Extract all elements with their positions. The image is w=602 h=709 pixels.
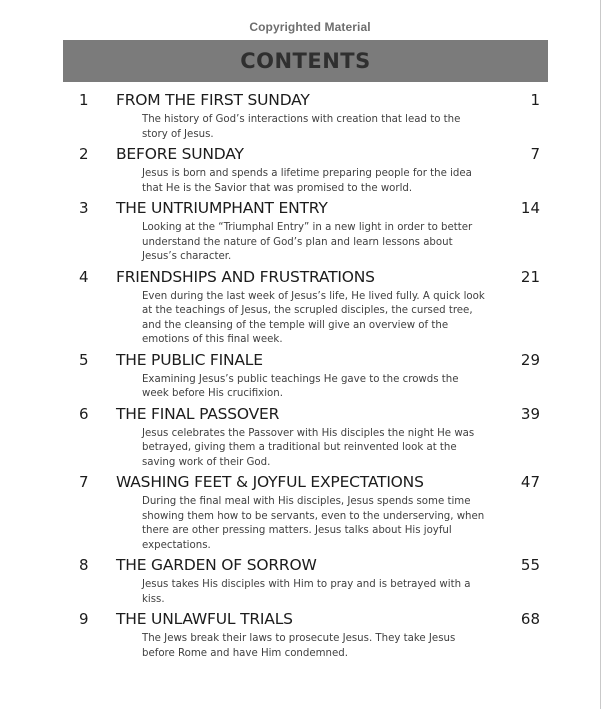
toc-entry[interactable] — [63, 473, 548, 554]
chapter-title[interactable]: WASHING FEET & JOYFUL EXPECTATIONS — [116, 473, 424, 491]
chapter-number: 6 — [79, 404, 89, 423]
page-number: 29 — [520, 350, 540, 369]
page-number: 14 — [520, 199, 540, 217]
chapter-title[interactable]: THE UNLAWFUL TRIALS — [116, 610, 293, 628]
chapter-description: Jesus takes His disciples with Him to pray and is betrayed with a kiss. — [142, 579, 471, 605]
chapter-number: 8 — [79, 556, 89, 574]
toc-entry[interactable] — [63, 268, 548, 349]
chapter-description: Looking at the “Triumphal Entry” in a new light in order to better understand the nature of God’s plan and learn lessons about Jesus’s character. — [142, 222, 473, 262]
chapter-title[interactable]: BEFORE SUNDAY — [116, 145, 244, 163]
toc-entry[interactable] — [63, 199, 548, 266]
chapter-title[interactable]: THE FINAL PASSOVER — [116, 404, 280, 423]
toc-entry[interactable] — [63, 351, 548, 403]
page-number: 21 — [520, 267, 540, 286]
chapter-title[interactable]: THE GARDEN OF SORROW — [116, 556, 317, 574]
table-of-contents — [63, 91, 548, 664]
chapter-title[interactable]: THE PUBLIC FINALE — [116, 350, 263, 369]
chapter-description: The history of God’s interactions with creation that lead to the story of Jesus. — [142, 114, 461, 140]
chapter-number: 4 — [79, 267, 89, 286]
chapter-description: Even during the last week of Jesus’s life, He lived fully. A quick look at the teachings of Jesus, the scrupled disciples, the cursed tree, and the cleansing of the temple will give an overview of the emotions of this final week. — [142, 290, 485, 345]
chapter-title[interactable]: FRIENDSHIPS AND FRUSTRATIONS — [116, 267, 375, 286]
chapter-description: The Jews break their laws to prosecute Jesus. They take Jesus before Rome and have Him condemned. — [142, 633, 456, 659]
page-number: 7 — [530, 145, 540, 163]
chapter-number: 7 — [79, 473, 89, 491]
contents-header-bar — [63, 40, 548, 82]
chapter-description: Jesus celebrates the Passover with His disciples the night He was betrayed, giving them a traditional but reinvented look at the saving work of their God. — [142, 427, 475, 468]
chapter-number: 9 — [79, 610, 89, 628]
chapter-description: Jesus is born and spends a lifetime preparing people for the idea that He is the Savior that was promised to the world. — [142, 168, 472, 194]
copyright-watermark: Copyrighted Material — [249, 20, 371, 34]
chapter-number: 5 — [79, 350, 89, 369]
chapter-number: 3 — [79, 199, 89, 217]
toc-entry[interactable] — [63, 610, 548, 662]
page-title: CONTENTS — [240, 49, 371, 73]
toc-entry[interactable] — [63, 145, 548, 197]
chapter-number: 2 — [79, 145, 89, 163]
toc-entry[interactable] — [63, 405, 548, 472]
chapter-number: 1 — [79, 91, 89, 109]
toc-entry[interactable] — [63, 556, 548, 608]
page-number: 47 — [520, 473, 540, 491]
page-number: 55 — [520, 556, 540, 574]
chapter-title[interactable]: THE UNTRIUMPHANT ENTRY — [116, 199, 328, 217]
chapter-description: Examining Jesus’s public teachings He gave to the crowds the week before His crucifixion. — [142, 373, 459, 399]
toc-entry[interactable] — [63, 91, 548, 143]
page-number: 1 — [530, 91, 540, 109]
page-number: 39 — [520, 404, 540, 423]
page-edge-divider — [600, 0, 601, 709]
chapter-title[interactable]: FROM THE FIRST SUNDAY — [116, 91, 310, 109]
page-number: 68 — [520, 610, 540, 628]
chapter-description: During the final meal with His disciples, Jesus spends some time showing them how to be servants, even to the underserving, when there are other pressing matters. Jesus talks about His joyful expectations. — [142, 496, 485, 551]
